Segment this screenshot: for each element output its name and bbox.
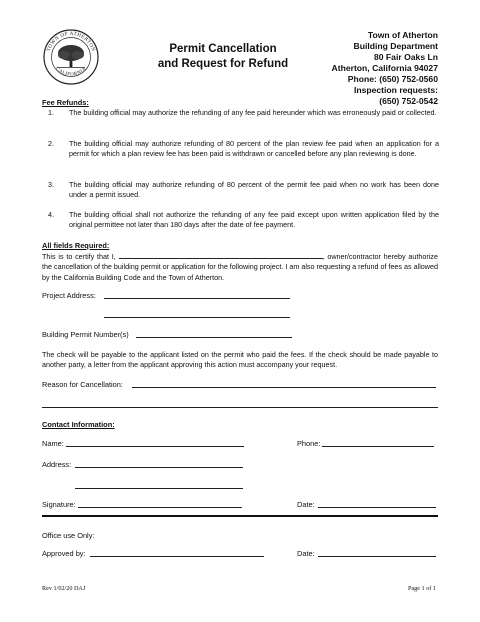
- list-item-number: 1.: [48, 108, 54, 117]
- department-contact-block: [332, 30, 439, 107]
- office-date-field[interactable]: [318, 556, 436, 557]
- reason-field-line2[interactable]: [42, 407, 438, 408]
- dept-line: Building Department: [353, 41, 438, 51]
- list-item-text: The building official may authorize refunding of 80 percent of the plan review fee paid when an application for a permit for which a plan review fee has been paid is withdrawn or cancelled before any plan reviewing is done.: [69, 139, 439, 159]
- list-item: [42, 210, 438, 232]
- contact-heading: Contact Information:: [42, 420, 115, 429]
- approved-by-label: Approved by:: [42, 549, 86, 558]
- list-item-number: 3.: [48, 180, 54, 189]
- list-item: [42, 139, 438, 171]
- permit-number-label: Building Permit Number(s): [42, 330, 129, 339]
- contact-date-label: Date:: [297, 500, 315, 509]
- form-title-line2: and Request for Refund: [157, 58, 289, 70]
- list-item-text: The building official may authorize the refunding of any fee paid hereunder which was erroneously paid or collected.: [69, 108, 437, 117]
- town-seal-logo: [42, 28, 100, 86]
- project-address-field-line2[interactable]: [104, 317, 290, 318]
- phone-label: Phone:: [297, 439, 321, 448]
- phone-field[interactable]: [322, 446, 434, 447]
- approved-by-field[interactable]: [90, 556, 264, 557]
- svg-text:CALIFORNIA: [54, 67, 88, 78]
- seal-top-text: TOWN OF ATHERTON: [45, 30, 97, 53]
- name-field[interactable]: [66, 446, 244, 447]
- dept-line: Town of Atherton: [367, 30, 438, 40]
- dept-line: Inspection requests:: [353, 85, 438, 95]
- list-item-number: 4.: [48, 210, 54, 219]
- certify-name-field[interactable]: [119, 251, 323, 259]
- certification-text-after: , owner/contractor hereby authorize the cancellation of the building permit or application for the following project. I am also requesting a refund of fees as allowed by the California Building Code and the Town of Atherton.: [42, 252, 438, 282]
- contact-date-field[interactable]: [318, 507, 436, 508]
- permit-number-field[interactable]: [136, 337, 292, 338]
- list-item: [42, 180, 438, 202]
- page-number: Page 1 of 1: [407, 585, 436, 592]
- address-field-line2[interactable]: [75, 488, 243, 489]
- revision-note: Rev 1/02/20 DAJ: [42, 585, 86, 592]
- project-address-label: Project Address:: [42, 291, 96, 300]
- seal-bottom-text: CALIFORNIA: [54, 66, 88, 78]
- address-label: Address:: [42, 460, 72, 469]
- signature-label: Signature:: [42, 500, 76, 509]
- office-date-label: Date:: [297, 549, 315, 558]
- dept-line: (650) 752-0542: [379, 96, 438, 106]
- list-item: [42, 108, 438, 130]
- certification-text-before: This is to certify that I,: [42, 252, 119, 261]
- dept-line: 80 Fair Oaks Ln: [373, 52, 438, 62]
- section-divider: [42, 515, 438, 517]
- form-title: [118, 42, 328, 72]
- form-title-line1: Permit Cancellation: [169, 43, 277, 55]
- list-item-number: 2.: [48, 139, 54, 148]
- project-address-field[interactable]: [104, 298, 290, 299]
- fee-refunds-heading: Fee Refunds:: [42, 98, 89, 107]
- list-item-text: The building official shall not authorize the refunding of any fee paid except upon written application filed by the original permittee not later than 180 days after the date of fee payment.: [69, 210, 439, 230]
- dept-line: Atherton, California 94027: [331, 63, 438, 73]
- dept-line: Phone: (650) 752-0560: [347, 74, 438, 84]
- reason-field[interactable]: [132, 387, 436, 388]
- name-label: Name:: [42, 439, 64, 448]
- check-note: The check will be payable to the applicant listed on the permit who paid the fees. If the check should be made payable to another party, a letter from the applicant approving this action must accompany your request.: [42, 350, 438, 370]
- certification-paragraph: [42, 251, 438, 283]
- required-heading: All fields Required:: [42, 241, 110, 250]
- office-use-label: Office use Only:: [42, 531, 95, 540]
- address-field[interactable]: [75, 467, 243, 468]
- list-item-text: The building official may authorize refunding of 80 percent of the permit fee paid when no work has been done under a permit issued.: [69, 180, 439, 200]
- signature-field[interactable]: [78, 507, 242, 508]
- reason-label: Reason for Cancellation:: [42, 380, 123, 389]
